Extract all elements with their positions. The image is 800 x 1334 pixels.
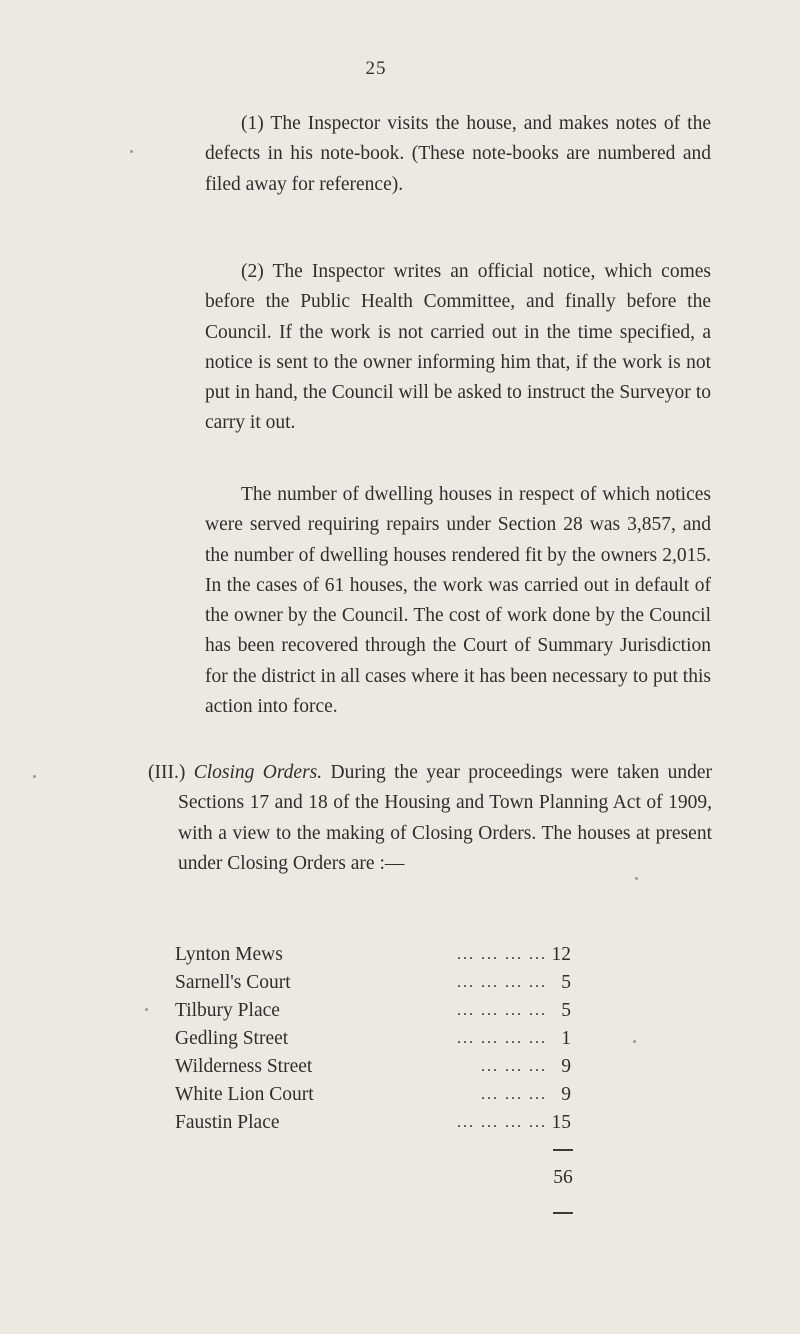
dot-leader: ... ... ... ...	[457, 974, 547, 991]
dot-leader: ... ... ... ...	[457, 1002, 547, 1019]
list-item	[175, 1025, 595, 1053]
house-count: 5	[561, 1000, 571, 1021]
list-item	[175, 941, 595, 969]
paragraph-official-notice: (2) The Inspector writes an official notice, which comes before the Public Health Committee, and finally before the Council. If the work is not carried out in the time specified, a notice is sent to the owner informing him that, if the work is not put in hand, the Council will be asked to instruct the Surveyor to carry it out.	[205, 261, 711, 434]
closing-orders-total: 56	[553, 1167, 573, 1188]
house-count: 9	[561, 1056, 571, 1077]
place-name: Wilderness Street	[175, 1056, 313, 1077]
place-name: Lynton Mews	[175, 944, 283, 965]
dot-leader: ... ... ... ...	[457, 946, 547, 963]
list-item	[175, 1081, 595, 1109]
place-name: Faustin Place	[175, 1112, 280, 1133]
place-name: Gedling Street	[175, 1028, 289, 1049]
section-body: During the year proceedings were taken under Sections 17 and 18 of the Housing and Town Planning Act of 1909, with a view to the making of Closing Orders. The houses at present under Closing Orders are :—	[178, 762, 712, 874]
house-count: 12	[551, 944, 571, 965]
list-item	[175, 969, 595, 997]
dot-leader: ... ... ... ...	[457, 1114, 547, 1131]
dot-leader: ... ... ...	[481, 1086, 547, 1103]
list-item	[175, 1109, 595, 1137]
house-count: 15	[551, 1112, 571, 1133]
place-name: White Lion Court	[175, 1084, 314, 1105]
section-number: (III.)	[148, 762, 186, 783]
paper-speck	[635, 877, 638, 880]
dot-leader: ... ... ... ...	[457, 1030, 547, 1047]
place-name: Sarnell's Court	[175, 972, 291, 993]
total-rule-top	[553, 1149, 573, 1151]
paper-speck	[145, 1008, 148, 1011]
paper-speck	[633, 1040, 636, 1043]
list-item	[175, 997, 595, 1025]
page-number: 25	[365, 58, 387, 79]
dot-leader: ... ... ...	[481, 1058, 547, 1075]
paragraph-inspector-visits: (1) The Inspector visits the house, and makes notes of the defects in his note-book. (These note-books are numbered and filed away for reference).	[205, 113, 711, 195]
closing-orders-list	[175, 941, 595, 1137]
house-count: 5	[561, 972, 571, 993]
section-heading: Closing Orders.	[193, 762, 323, 783]
house-count: 1	[561, 1028, 571, 1049]
paper-speck	[130, 150, 133, 153]
section-closing-orders-text	[148, 758, 712, 879]
house-count: 9	[561, 1084, 571, 1105]
paper-speck	[33, 775, 36, 778]
section-closing-orders	[148, 758, 712, 879]
list-item	[175, 1053, 595, 1081]
place-name: Tilbury Place	[175, 1000, 280, 1021]
total-rule-bottom	[553, 1212, 573, 1214]
paragraph-dwelling-houses-count: The number of dwelling houses in respect of which notices were served requiring repairs under Section 28 was 3,857, and the number of dwelling houses rendered fit by the owners 2,015. In the cases of 61 houses, the work was carried out in default of the owner by the Council. The cost of work done by the Council has been recovered through the Court of Summary Jurisdiction for the district in all cases where it has been necessary to put this action into force.	[205, 484, 711, 718]
